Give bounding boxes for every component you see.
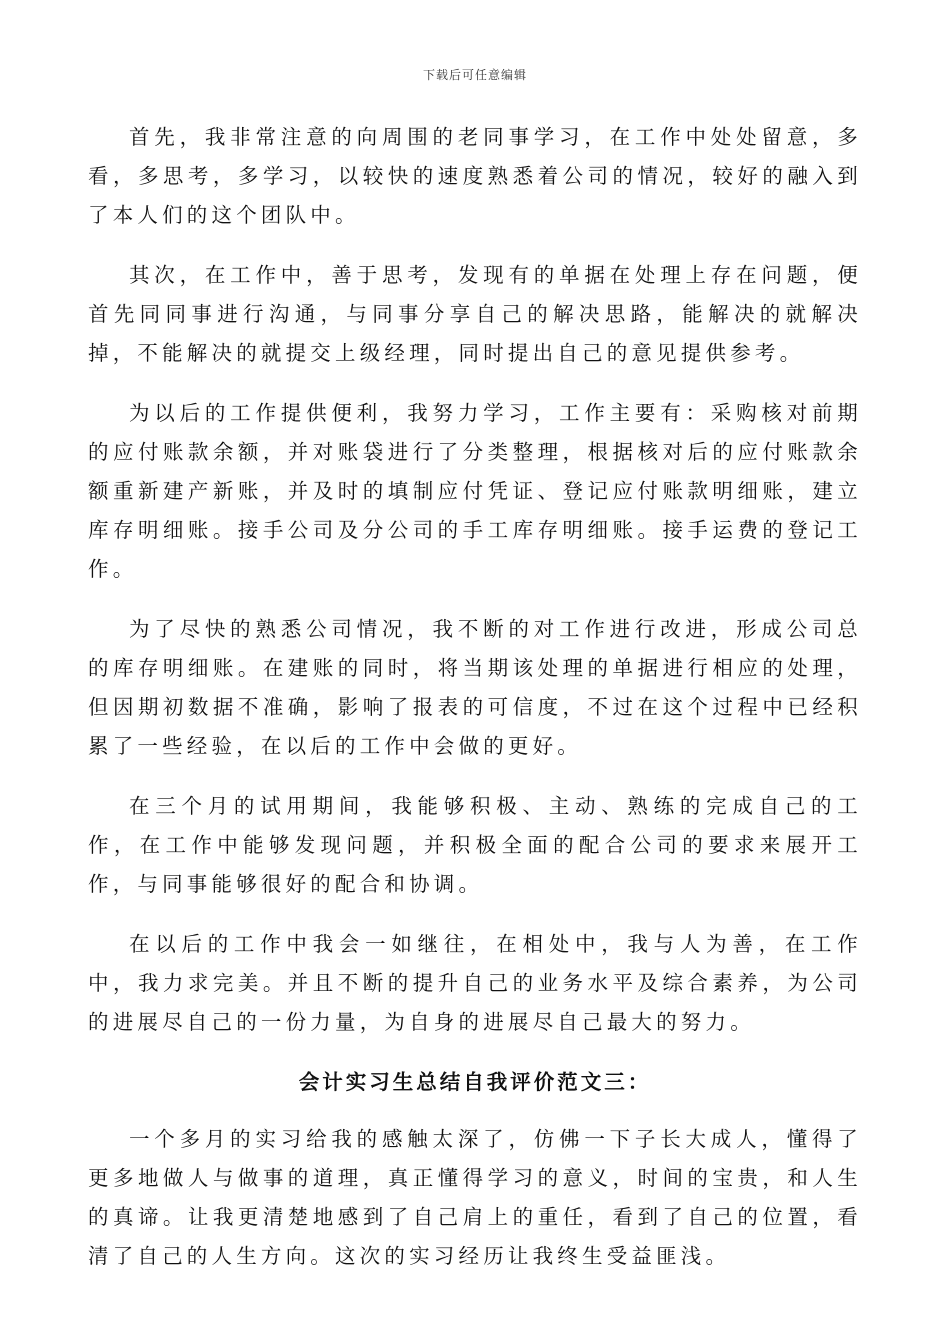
page-header-note: 下载后可任意编辑 <box>422 68 527 82</box>
section-heading: 会计实习生总结自我评价范文三： <box>298 1070 652 1094</box>
document-body <box>88 118 862 1297</box>
paragraph-6: 在以后的工作中我会一如继往，在相处中，我与人为善，在工作中，我力求完美。并且不断的提升自己的业务水平及综合素养，为公司的进展尽自己的一份力量，为自身的进展尽自己最大的努力。 <box>88 932 862 1034</box>
section-paragraph-1: 一个多月的实习给我的感触太深了，仿佛一下子长大成人，懂得了更多地做人与做事的道理，真正懂得学习的意义，时间的宝贵，和人生的真谛。让我更清楚地感到了自己肩上的重任，看到了自己的位置，看清了自己的人生方向。这次的实习经历让我终生受益匪浅。 <box>88 1127 862 1268</box>
paragraph-2: 其次，在工作中，善于思考，发现有的单据在处理上存在问题，便首先同同事进行沟通，与同事分享自己的解决思路，能解决的就解决掉，不能解决的就提交上级经理，同时提出自己的意见提供参考。 <box>88 263 862 365</box>
paragraph-3: 为以后的工作提供便利，我努力学习，工作主要有：采购核对前期的应付账款余额，并对账袋进行了分类整理，根据核对后的应付账款余额重新建产新账，并及时的填制应付凭证、登记应付账款明细账，建立库存明细账。接手公司及分公司的手工库存明细账。接手运费的登记工作。 <box>88 401 862 581</box>
paragraph-4: 为了尽快的熟悉公司情况，我不断的对工作进行改进，形成公司总的库存明细账。在建账的同时，将当期该处理的单据进行相应的处理，但因期初数据不准确，影响了报表的可信度，不过在这个过程中已经积累了一些经验，在以后的工作中会做的更好。 <box>88 617 862 758</box>
paragraph-5: 在三个月的试用期间，我能够积极、主动、熟练的完成自己的工作，在工作中能够发现问题，并积极全面的配合公司的要求来展开工作，与同事能够很好的配合和协调。 <box>88 794 862 896</box>
paragraph-1: 首先，我非常注意的向周围的老同事学习，在工作中处处留意，多看，多思考，多学习，以较快的速度熟悉着公司的情况，较好的融入到了本人们的这个团队中。 <box>88 125 862 227</box>
